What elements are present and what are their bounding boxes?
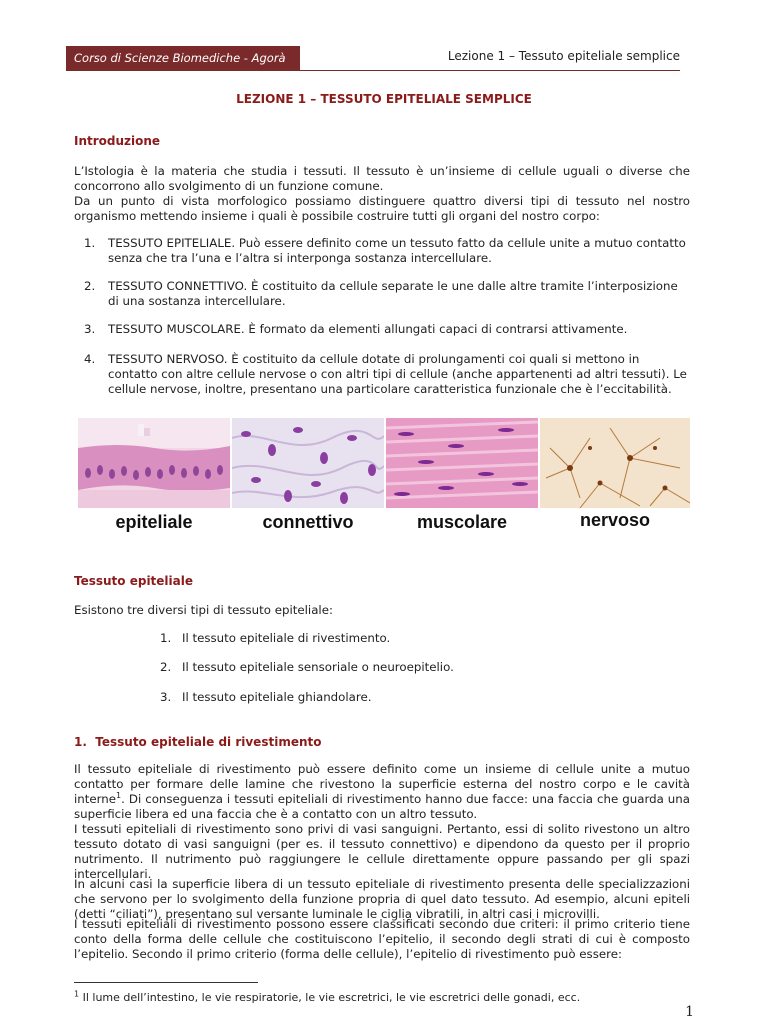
intro-paragraph-2: Da un punto di vista morfologico possiamo distinguere quattro diversi tipi di tessuto nel nostro organismo mettendo insieme i quali è possibile costruire tutti gli organi del nostro corpo: [74, 194, 690, 223]
list-number: 3. [84, 322, 96, 336]
tissue-label: epiteliale [115, 512, 193, 532]
list-number: 1. [160, 631, 172, 645]
connective-micrograph [232, 418, 384, 508]
intro-paragraph-1: L’Istologia è la materia che studia i tessuti. Il tessuto è un’insieme di cellule uguali o diverse che concorrono allo svolgimento di un funzione comune. [74, 164, 690, 193]
section1-paragraph-1 [74, 762, 690, 822]
tissue-label: muscolare [416, 512, 508, 532]
list-text: Il tessuto epiteliale di rivestimento. [182, 631, 391, 645]
muscle-micrograph [386, 418, 538, 508]
nervous-micrograph [540, 418, 690, 508]
tissue-label: nervoso [579, 510, 651, 530]
list-text: Il tessuto epiteliale sensoriale o neuroepitelio. [182, 660, 454, 674]
tissue-image-muscle [386, 418, 538, 542]
header-rule [66, 70, 680, 71]
epithelium-heading: Tessuto epiteliale [74, 574, 194, 588]
epithelium-list-item [160, 690, 372, 705]
list-text: TESSUTO EPITELIALE. Può essere definito come un tessuto fatto da cellule unite a mutuo contatto senza che tra l’una e l’altra si interponga sostanza intercellulare. [108, 236, 686, 265]
list-text: Il tessuto epiteliale ghiandolare. [182, 690, 372, 704]
list-number: 2. [160, 660, 172, 674]
intro-heading: Introduzione [74, 134, 161, 148]
list-number: 1. [84, 236, 96, 250]
list-text: TESSUTO NERVOSO. È costituito da cellule dotate di prolungamenti coi quali si mettono in contatto con altre cellule nervose o con altri tipi di cellule (anche appartenenti ad altri tessuti). Le cellule nervose, inoltre, presentano una particolare caratteristica funzionale che è l’eccitabilità. [108, 352, 687, 396]
epithelial-micrograph [78, 418, 230, 508]
tissue-image-epithelial [78, 418, 230, 542]
footnote-text: Il lume dell’intestino, le vie respiratorie, le vie escretrici, le vie escretrici delle gonadi, ecc. [79, 991, 581, 1004]
footnote-mark: 1 [74, 989, 80, 999]
page-title: LEZIONE 1 – TESSUTO EPITELIALE SEMPLICE [236, 92, 532, 106]
footnote-ref[interactable]: 1 [116, 791, 122, 801]
page-number: 1 [685, 1004, 694, 1020]
tissue-image-connective [232, 418, 384, 542]
tissue-label: connettivo [262, 512, 354, 532]
footnote-rule [74, 982, 258, 983]
paragraph-text: Il tessuto epiteliale di rivestimento può essere definito come un insieme di cellule unite a mutuo contatto per formare delle lamine che rivestono la superficie esterna del nostro corpo e le cavità interne [74, 762, 690, 806]
section1-paragraph-4: I tessuti epiteliali di rivestimento possono essere classificati secondo due criteri: il primo criterio tiene conto della forma delle cellule che costituiscono l’epitelio, il secondo degli strati di cui è composto l’epitelio. Secondo il primo criterio (forma delle cellule), l’epitelio di rivestimento può essere: [74, 917, 690, 961]
epithelium-list-item [160, 660, 454, 675]
section1-paragraph-2: I tessuti epiteliali di rivestimento sono privi di vasi sanguigni. Pertanto, essi di solito rivestono un altro tessuto dotato di vasi sanguigni (per es. il tessuto connettivo) e dipendono da questo per il proprio nutrimento. Il nutrimento può raggiungere le cellule direttamente oppure passando per gli spazi intercellulari. [74, 822, 690, 881]
tissue-image-nervous [540, 418, 690, 542]
list-number: 2. [84, 279, 96, 293]
lesson-header: Lezione 1 – Tessuto epiteliale semplice [447, 49, 680, 63]
list-number: 3. [160, 690, 172, 704]
epithelium-intro: Esistono tre diversi tipi di tessuto epiteliale: [74, 603, 333, 617]
section1-heading: 1. Tessuto epiteliale di rivestimento [74, 735, 322, 749]
list-text: TESSUTO CONNETTIVO. È costituito da cellule separate le une dalle altre tramite l’interposizione di una sostanza intercellulare. [108, 279, 678, 308]
course-header: Corso di Scienze Biomediche - Agorà [66, 46, 300, 70]
paragraph-text: . Di conseguenza i tessuti epiteliali di rivestimento hanno due facce: una faccia che guarda una superficie libera ed una faccia che è a contatto con un altro tessuto. [74, 792, 690, 821]
section1-paragraph-3: In alcuni casi la superficie libera di un tessuto epiteliale di rivestimento presenta delle specializzazioni che servono per lo svolgimento della funzione propria di quel dato tessuto. Ad esempio, alcuni epiteli (detti “ciliati”), presentano sul versante luminale le ciglia vibratili, in altri casi i microvilli. [74, 877, 690, 921]
footnote [74, 991, 580, 1004]
list-number: 4. [84, 352, 96, 366]
epithelium-list-item [160, 631, 390, 646]
list-text: TESSUTO MUSCOLARE. È formato da elementi allungati capaci di contrarsi attivamente. [108, 322, 628, 336]
